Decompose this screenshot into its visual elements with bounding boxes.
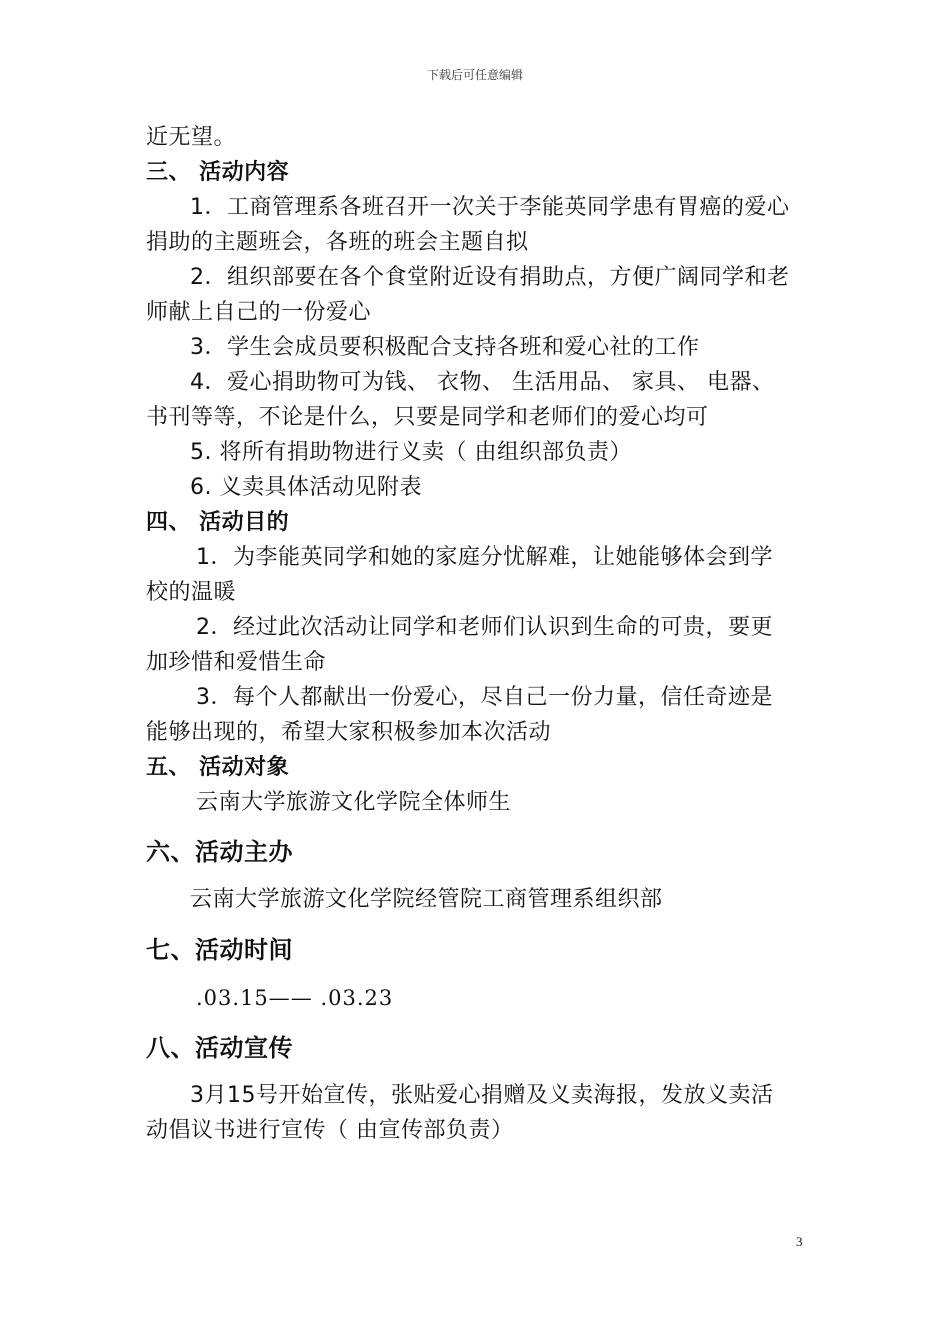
list-item-line: 捐助的主题班会，各班的班会主题自拟 bbox=[146, 230, 529, 255]
paragraph-line: 云南大学旅游文化学院经管院工商管理系组织部 bbox=[190, 887, 663, 912]
paragraph-line: 近无望。 bbox=[146, 125, 237, 150]
section-heading-content: 三、 活动内容 bbox=[146, 160, 290, 185]
page-number: 3 bbox=[796, 1234, 803, 1249]
list-item-line: 3．学生会成员要积极配合支持各班和爱心社的工作 bbox=[190, 335, 700, 360]
list-item-line: 5. 将所有捐助物进行义卖（ 由组织部负责） bbox=[190, 440, 632, 465]
paragraph-line: 云南大学旅游文化学院全体师生 bbox=[196, 790, 512, 815]
section-heading-audience: 五、 活动对象 bbox=[146, 755, 290, 780]
section-heading-publicity: 八、活动宣传 bbox=[146, 1034, 293, 1062]
list-item-line: 6. 义卖具体活动见附表 bbox=[190, 475, 422, 500]
list-item-line: 3．每个人都献出一份爱心，尽自己一份力量，信任奇迹是 bbox=[196, 685, 773, 710]
list-item-line: 加珍惜和爱惜生命 bbox=[146, 650, 327, 675]
list-item-line: 能够出现的，希望大家积极参加本次活动 bbox=[146, 720, 552, 745]
section-heading-purpose: 四、 活动目的 bbox=[146, 510, 290, 535]
list-item-line: 2．经过此次活动让同学和老师们认识到生命的可贵，要更 bbox=[196, 615, 773, 640]
list-item-line: 校的温暖 bbox=[146, 580, 237, 605]
list-item-line: 1．工商管理系各班召开一次关于李能英同学患有胃癌的爱心 bbox=[190, 195, 790, 220]
list-item-line: 师献上自己的一份爱心 bbox=[146, 300, 372, 325]
list-item-line: 书刊等等，不论是什么，只要是同学和老师们的爱心均可 bbox=[146, 405, 709, 430]
page-header: 下载后可任意编辑 bbox=[426, 68, 523, 82]
list-item-line: 1．为李能英同学和她的家庭分忧解难，让她能够体会到学 bbox=[196, 545, 773, 570]
list-item-line: 2．组织部要在各个食堂附近设有捐助点，方便广阔同学和老 bbox=[190, 265, 790, 290]
section-heading-organizer: 六、活动主办 bbox=[146, 838, 293, 866]
event-date-range: .03.15—— .03.23 bbox=[196, 986, 394, 1010]
paragraph-line: 动倡议书进行宣传（ 由宣传部负责） bbox=[146, 1118, 514, 1143]
list-item-line: 4．爱心捐助物可为钱、 衣物、 生活用品、 家具、 电器、 bbox=[190, 370, 775, 395]
section-heading-time: 七、活动时间 bbox=[146, 936, 293, 964]
paragraph-line: 3月15号开始宣传，张贴爱心捐赠及义卖海报，发放义卖活 bbox=[190, 1083, 774, 1108]
